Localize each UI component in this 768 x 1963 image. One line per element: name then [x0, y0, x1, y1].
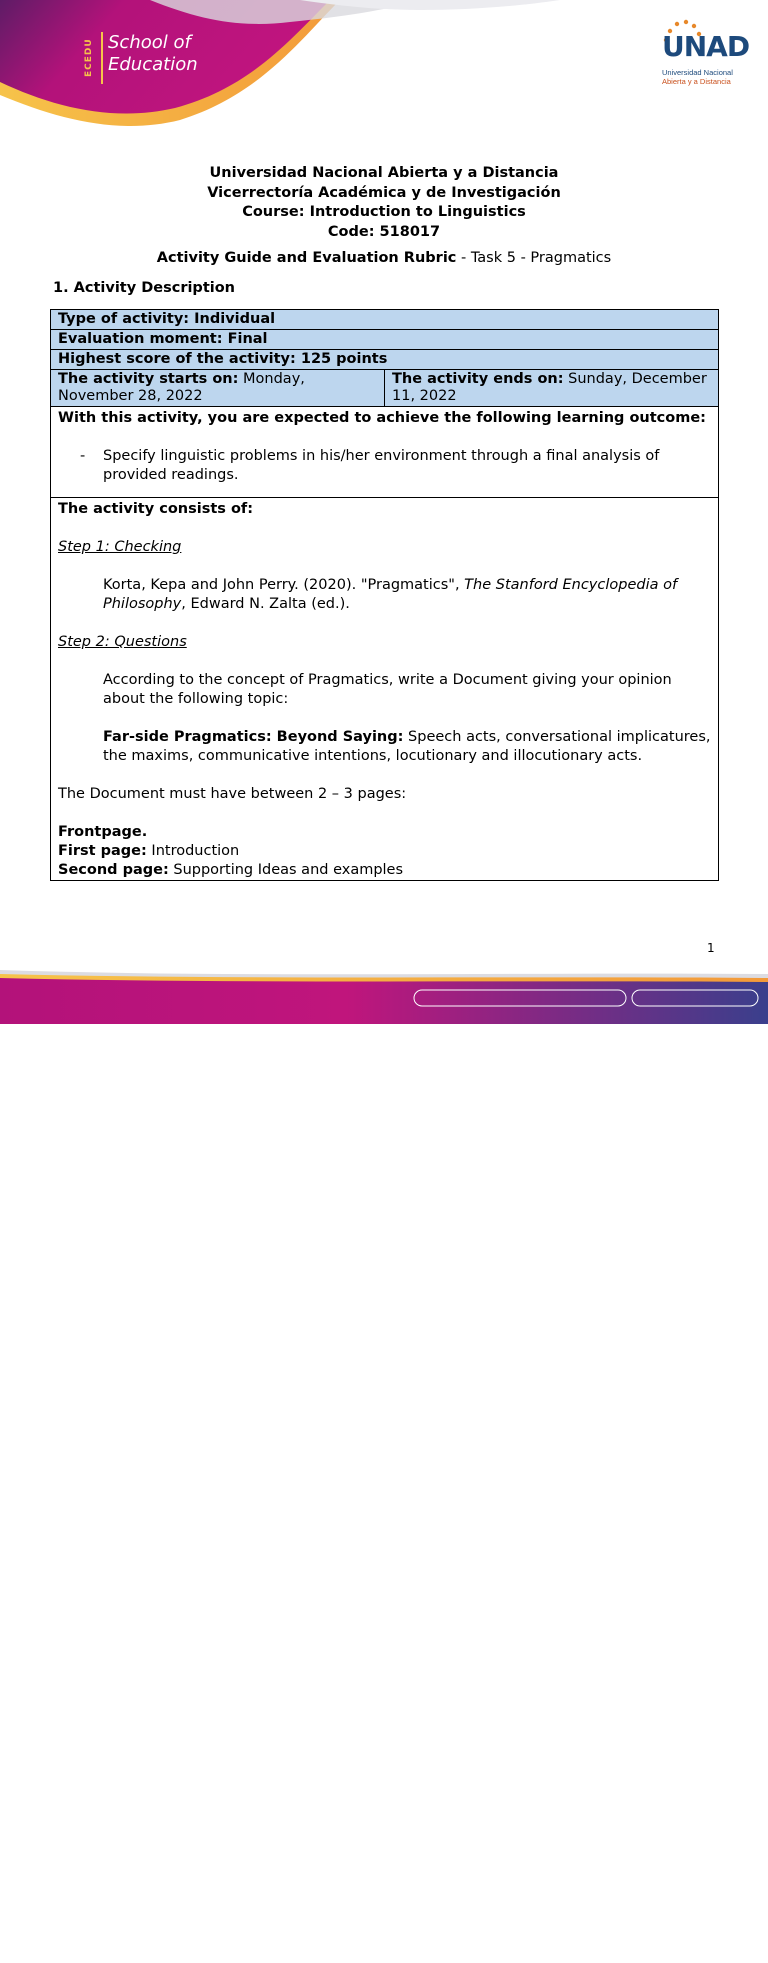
guide-title	[0, 250, 768, 266]
activity-consists-cell	[51, 498, 719, 881]
first-page-label: First page:	[58, 843, 147, 859]
guide-title-bold: Activity Guide and Evaluation Rubric	[156, 250, 457, 266]
first-page-value: Introduction	[146, 843, 240, 859]
school-logo-line1: School of	[108, 32, 191, 53]
second-page-line	[58, 861, 718, 880]
unad-subtitle-1: Universidad Nacional	[662, 68, 733, 77]
table-row	[51, 498, 719, 881]
second-page-value: Supporting Ideas and examples	[168, 862, 404, 878]
reference-author: Korta, Kepa and John Perry. (2020). "Pragmatics",	[103, 577, 465, 593]
first-page-line	[58, 842, 718, 861]
instruction-paragraph: According to the concept of Pragmatics, write a Document giving your opinion about the following topic:	[103, 672, 672, 707]
table-row	[51, 330, 719, 350]
footer-copyright-note: Prohibida su reproducción y copia sin autorización de la UNAD.	[428, 1956, 611, 1963]
unad-wordmark: UNAD	[662, 30, 750, 63]
topic-text: Speech acts, conversational implicatures, the maxims, communicative intentions, locutionary and illocutionary acts.	[103, 729, 711, 764]
start-label: The activity starts on:	[58, 371, 239, 387]
vicerrectoria-title: Vicerrectoría Académica y de Investigación	[207, 184, 561, 201]
end-label: The activity ends on:	[392, 371, 564, 387]
guide-title-rest: - Task 5 - Pragmatics	[456, 250, 612, 266]
bullet-dash: -	[80, 448, 86, 464]
document-title-block	[0, 164, 768, 242]
footer-wave-graphic	[0, 960, 768, 1024]
pages-note: The Document must have between 2 – 3 pages:	[58, 786, 407, 802]
header-banner	[0, 0, 768, 135]
table-row	[51, 407, 719, 498]
course-code: Code: 518017	[327, 223, 441, 240]
ecedu-label: ECEDU	[84, 38, 94, 78]
reference-source: The Stanford Encyclopedia of Philosophy	[103, 577, 678, 612]
start-value: Monday, November 28, 2022	[58, 371, 305, 404]
second-page-label: Second page:	[58, 862, 169, 878]
step1-heading: Step 1: Checking	[58, 539, 182, 555]
unad-subtitle-2: Abierta y a Distancia	[662, 77, 731, 86]
evaluation-moment: Evaluation moment: Final	[58, 331, 268, 347]
outcome-text: Specify linguistic problems in his/her environment through a final analysis of provided readings.	[103, 448, 660, 483]
table-row	[51, 310, 719, 330]
topic-paragraph	[58, 728, 718, 766]
footer-rights-note: UNAD © 2020 derechos reservados.	[642, 1956, 748, 1963]
course-title: Course: Introduction to Linguistics	[242, 204, 526, 220]
activity-type: Type of activity: Individual	[58, 311, 276, 327]
outcome-heading: With this activity, you are expected to achieve the following learning outcome:	[58, 410, 706, 426]
section-heading: 1. Activity Description	[53, 280, 236, 296]
university-title: Universidad Nacional Abierta y a Distancia	[209, 165, 559, 181]
unad-logo	[632, 18, 750, 88]
school-logo-line2: Education	[108, 54, 198, 75]
list-item	[58, 447, 718, 485]
topic-label: Far-side Pragmatics: Beyond Saying:	[103, 729, 404, 745]
step2-heading: Step 2: Questions	[58, 634, 187, 650]
start-date-cell	[51, 370, 385, 407]
logo-divider	[101, 32, 103, 84]
reference-paragraph	[58, 576, 718, 614]
highest-score: Highest score of the activity: 125 points	[58, 351, 388, 367]
learning-outcome-cell	[51, 407, 719, 498]
footer-band	[0, 960, 768, 1963]
frontpage-label: Frontpage.	[58, 824, 148, 840]
end-value: Sunday, December 11, 2022	[392, 371, 707, 404]
table-row	[51, 370, 719, 407]
activity-description-table	[50, 309, 719, 881]
table-row	[51, 350, 719, 370]
reference-editor: , Edward N. Zalta (ed.).	[181, 596, 350, 612]
consists-heading: The activity consists of:	[58, 501, 254, 517]
end-date-cell	[385, 370, 719, 407]
page-number: 1	[707, 941, 715, 955]
